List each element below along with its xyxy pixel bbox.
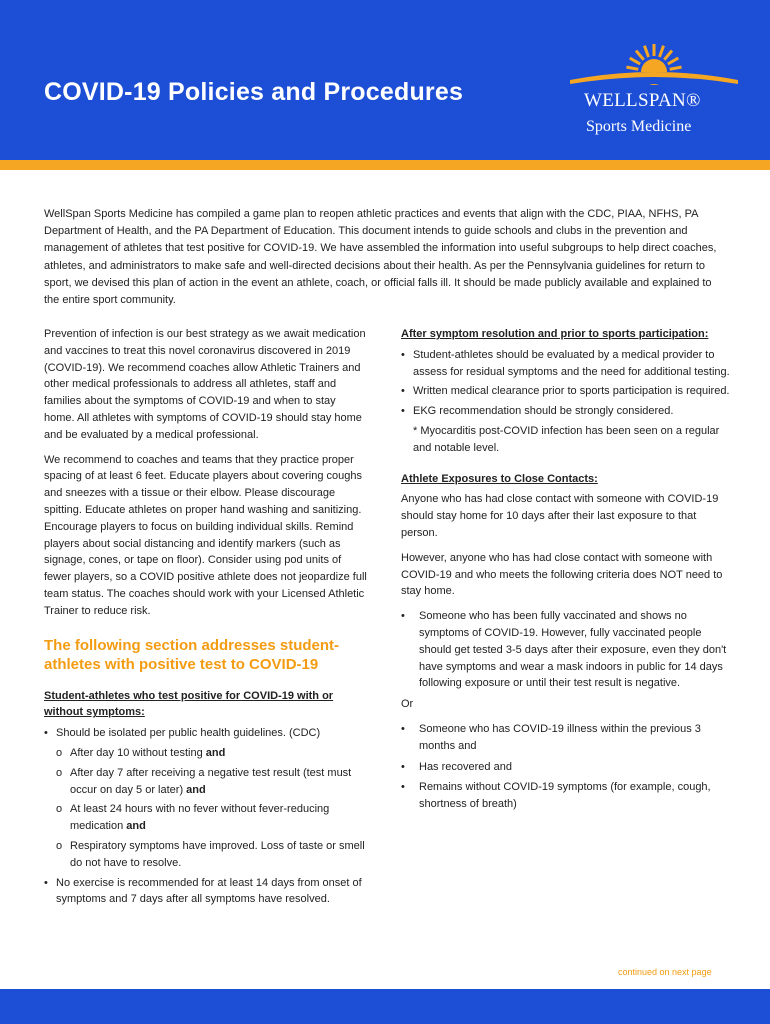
prevention-paragraph: Prevention of infection is our best strategy as we await medication and vaccines to treat this novel coronavirus discovered in 2019 (COVID-19). We recommend coaches allow Athletic Trainers and other medical professionals to address all athletes, staff and families about the symptoms of COVID-19 and when to stay home. All athletes with symptoms of COVID-19 should stay home and be evaluated by a medical professional. (44, 328, 366, 441)
list-item: • Student-athletes should be evaluated by a medical provider to assess for residual symptoms and the need for additional testing. (401, 347, 731, 381)
sub-item-text: After day 10 without testing (70, 746, 206, 759)
sub-list-item (44, 765, 369, 799)
sub-list-item: o Respiratory symptoms have improved. Loss of taste or smell do not have to resolve. (44, 838, 369, 872)
recommendation-paragraph: We recommend to coaches and teams that they practice proper spacing of at least 6 feet. Educate players about covering coughs and sneezes with a tissue or their elbow. Please discourage spitting. Educate athletes on proper hand washing and sanitizing. Encourage players to focus on building individual skills. Remind players about social distancing and identify markers (such as signage, cones, or tape on floor). Consider using pod units of fewer players, so a COVID positive athlete does not jeopardize full team status. The coaches should work with your Licensed Athletic Trainer to reduce risk. (44, 453, 367, 617)
list-item: • Has recovered and (401, 759, 731, 776)
right-column (401, 326, 731, 817)
section-heading: The following section addresses student-athletes with positive test to COVID-19 (44, 636, 340, 673)
myocarditis-note: * Myocarditis post-COVID infection has been seen on a regular and notable level. (413, 424, 720, 454)
list-item: • Someone who has COVID-19 illness within the previous 3 months and (401, 721, 731, 755)
list-item: • Remains without COVID-19 symptoms (for example, cough, shortness of breath) (401, 779, 731, 813)
sub-item-and: and (186, 783, 206, 796)
list-item: • Should be isolated per public health guidelines. (CDC) (44, 725, 369, 742)
or-separator: Or (401, 698, 414, 711)
intro-paragraph: WellSpan Sports Medicine has compiled a game plan to reopen athletic practices and events that align with the CDC, PIAA, NFHS, PA Department of Health, and the PA Department of Education. This document intends to guide schools and clubs in the prevention and management of athletes that test positive for COVID-19. We have assembled the information into useful subgroups to help direct coaches, athletes, and administrators to make safe and well-directed decisions about their health. As per the Pennsylvania guidelines for return to sport, we devised this plan of action in the event an athlete, coach, or official falls ill. It should be made publicly available and explained to the entire sport community. (44, 208, 717, 307)
close-contacts-heading: Athlete Exposures to Close Contacts: (401, 472, 598, 485)
continued-note: continued on next page (618, 967, 712, 977)
sub-list-item (44, 801, 369, 835)
list-item: • No exercise is recommended for at least 14 days from onset of symptoms and 7 days after all symptoms have resolved. (44, 875, 369, 909)
header-banner (0, 0, 770, 160)
sub-item-and: and (205, 746, 226, 759)
sub-item-and: and (126, 820, 146, 833)
page-title: COVID-19 Policies and Procedures (44, 78, 464, 106)
wellspan-logo (566, 40, 746, 140)
header-stripe (0, 160, 770, 170)
positive-test-heading: Student-athletes who test positive for COVID-19 with or without symptoms: (44, 689, 334, 719)
sub-item-text: After day 7 after receiving a negative test result (test must occur on day 5 or later) (70, 766, 352, 796)
close-contact-paragraph: Anyone who has had close contact with someone with COVID-19 should stay home for 10 days after their last exposure to that person. (401, 493, 719, 539)
list-item: • EKG recommendation should be strongly considered. (401, 403, 731, 420)
sub-item-text: At least 24 hours with no fever without fever-reducing medication (70, 803, 330, 833)
logo-subtitle: Sports Medicine (586, 118, 692, 135)
logo-wordmark: WELLSPAN® (584, 90, 701, 111)
exception-paragraph: However, anyone who has had close contact with someone with COVID-19 and who meets the following criteria does NOT need to stay home. (401, 551, 723, 598)
left-column (44, 326, 369, 911)
sub-list-item (44, 745, 369, 762)
list-item: • Someone who has been fully vaccinated and shows no symptoms of COVID-19. However, fully vaccinated people should get tested 3-5 days after their exposure, even they don't have symptoms and wear a mask indoors in public for 14 days following exposure or until their test result is negative. (401, 608, 731, 692)
post-symptom-heading: After symptom resolution and prior to sports participation: (401, 328, 709, 340)
footer-bar (0, 989, 770, 1024)
list-item: • Written medical clearance prior to sports participation is required. (401, 383, 731, 400)
